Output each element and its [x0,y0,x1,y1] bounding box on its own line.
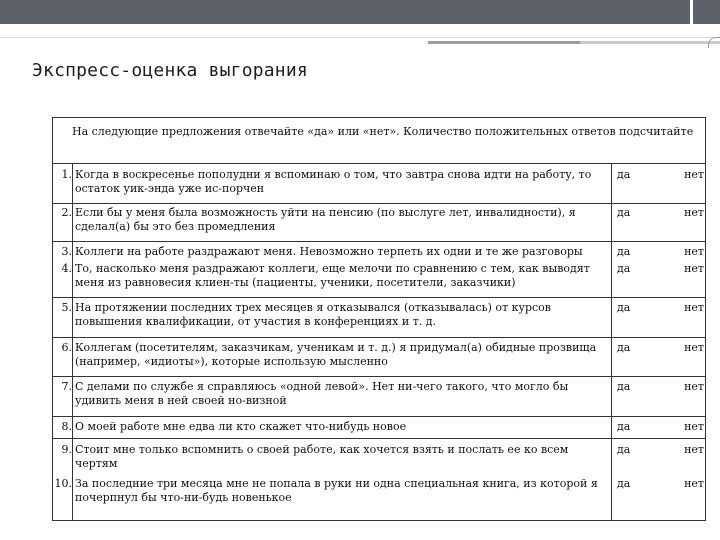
row-divider [52,297,706,298]
question-number: 5. [61,301,72,314]
question-text: С делами по службе я справляюсь «одной левой». Нет ни-чего такого, что могло бы удивить меня в ней своей но-визной [75,380,569,407]
question-number: 1. [61,168,72,181]
answer-no: нет [684,206,704,219]
answer-yes: да [617,301,631,314]
answer-no: нет [684,262,704,275]
answer-no: нет [684,380,704,393]
row-divider [52,337,706,338]
question-text: На протяжении последних трех месяцев я отказывался (отказывалась) от курсов повышения квалификации, от участия в конференциях и т. д. [75,301,551,328]
slide-title: Экспресс-оценка выгорания [32,60,308,81]
answer-no: нет [684,341,704,354]
row-divider [52,203,706,204]
question-number: 2. [61,206,72,219]
answer-yes: да [617,262,631,275]
question-text: Если бы у меня была возможность уйти на пенсию (по выслуге лет, инвалидности), я сделал(а) бы это без промедления [75,206,576,233]
answer-yes: да [617,341,631,354]
question-number: 6. [61,341,72,354]
question-number: 9. [61,443,72,456]
row-divider [52,241,706,242]
answer-no: нет [684,443,704,456]
answer-no: нет [684,420,704,433]
answer-no: нет [684,168,704,181]
top-decor-bar-right [693,0,720,24]
accent-bar [428,41,580,44]
question-text: Коллегам (посетителям, заказчикам, ученикам и т. д.) я придумал(а) обидные прозвища (например, «идиоты»), которые использую мысленно [75,341,597,368]
answer-yes: да [617,206,631,219]
row-divider [52,376,706,377]
question-number: 8. [61,420,72,433]
answer-no: нет [684,301,704,314]
divider [52,163,706,164]
question-text: О моей работе мне едва ли кто скажет что-нибудь новое [75,420,407,433]
answer-no: нет [684,245,704,258]
question-number: 3. [61,245,72,258]
row-divider [52,416,706,417]
question-text: За последние три месяца мне не попала в руки ни одна специальная книга, из которой я почерпнул бы что-ни-будь новенькое [75,477,598,504]
answer-column-divider [611,164,612,521]
answer-no: нет [684,477,704,490]
accent-line [0,37,720,38]
question-text: Коллеги на работе раздражают меня. Невозможно терпеть их одни и те же разговоры [75,245,583,258]
accent-bar-light [580,41,720,44]
instructions: На следующие предложения отвечайте «да» или «нет». Количество положительных ответов подсчитайте [72,125,694,138]
question-text: Когда в воскресенье пополудни я вспоминаю о том, что завтра снова идти на работу, то остаток уик-энда уже ис-порчен [75,168,592,195]
accent-corner [708,37,720,48]
row-divider [52,438,706,439]
answer-yes: да [617,477,631,490]
answer-yes: да [617,245,631,258]
question-number: 7. [61,380,72,393]
question-text: То, насколько меня раздражают коллеги, еще мелочи по сравнению с тем, как выводят меня из равновесия клиен-ты (пациенты, ученики, посетители, заказчики) [75,262,590,289]
question-number: 4. [61,262,72,275]
question-number: 10. [54,477,72,490]
question-text: Стоит мне только вспомнить о своей работе, как хочется взять и послать ее ко всем чертям [75,443,569,470]
answer-yes: да [617,380,631,393]
answer-yes: да [617,443,631,456]
answer-yes: да [617,168,631,181]
answer-yes: да [617,420,631,433]
top-decor-bar [0,0,690,24]
